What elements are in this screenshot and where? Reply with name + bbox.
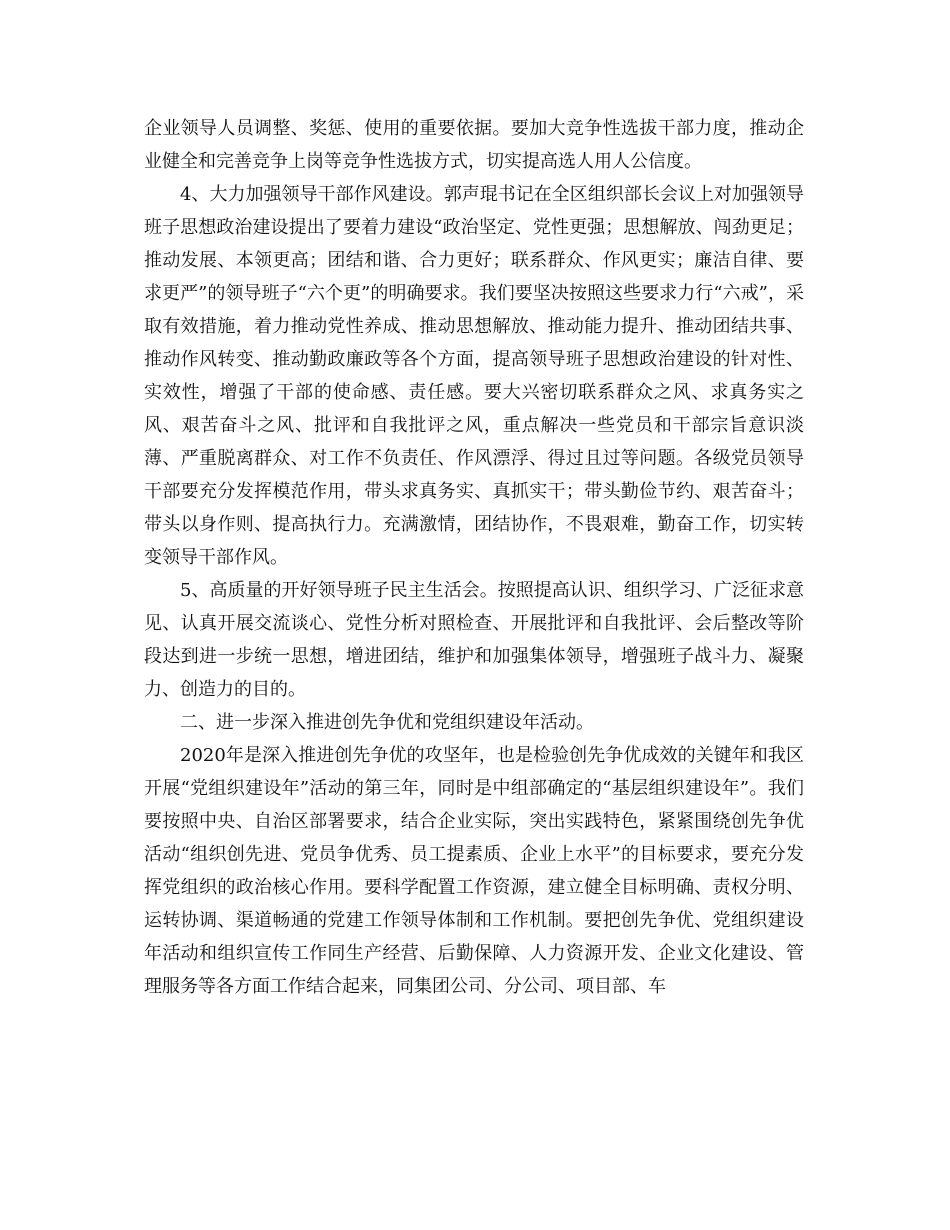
- section-heading: 二、进一步深入推进创先争优和党组织建设年活动。: [180, 712, 594, 733]
- paragraph-4: 2020年是深入推进创先争优的攻坚年，也是检验创先争优成效的关键年和我区开展“党组织建设年”活动的第三年，同时是中组部确定的“基层组织建设年”。我们要按照中央、自治区部署要求，结合企业实际，突出实践特色，紧紧围绕创先争优活动“组织创先进、党员争优秀、员工提素质、企业上水平”的目标要求，要充分发挥党组织的政治核心作用。要科学配置工作资源，建立健全目标明确、责权分明、运转协调、渠道畅通的党建工作领导体制和工作机制。要把创先争优、党组织建设年活动和组织宣传工作同生产经营、后勤保障、人力资源开发、企业文化建设、管理服务等各方面工作结合起来，同集团公司、分公司、项目部、车: [144, 745, 804, 997]
- document-body: [144, 112, 804, 1003]
- paragraph-1: 企业领导人员调整、奖惩、使用的重要依据。要加大竞争性选拔干部力度，推动企业健全和完善竞争上岗等竞争性选拔方式，切实提高选人用人公信度。: [144, 118, 804, 172]
- paragraph-3: 5、高质量的开好领导班子民主生活会。按照提高认识、组织学习、广泛征求意见、认真开展交流谈心、党性分析对照检查、开展批评和自我批评、会后整改等阶段达到进一步统一思想，增进团结，维护和加强集体领导，增强班子战斗力、凝聚力、创造力的目的。: [144, 580, 804, 700]
- paragraph-2: 4、大力加强领导干部作风建设。郭声琨书记在全区组织部长会议上对加强领导班子思想政治建设提出了要着力建设“政治坚定、党性更强；思想解放、闯劲更足；推动发展、本领更高；团结和谐、合力更好；联系群众、作风更实；廉洁自律、要求更严”的领导班子“六个更”的明确要求。我们要坚决按照这些要求力行“六戒”，采取有效措施，着力推动党性养成、推动思想解放、推动能力提升、推动团结共事、推动作风转变、推动勤政廉政等各个方面，提高领导班子思想政治建设的针对性、实效性，增强了干部的使命感、责任感。要大兴密切联系群众之风、求真务实之风、艰苦奋斗之风、批评和自我批评之风，重点解决一些党员和干部宗旨意识淡薄、严重脱离群众、对工作不负责任、作风漂浮、得过且过等问题。各级党员领导干部要充分发挥模范作用，带头求真务实、真抓实干；带头勤俭节约、艰苦奋斗；带头以身作则、提高执行力。充满激情，团结协作，不畏艰难，勤奋工作，切实转变领导干部作风。: [144, 184, 804, 568]
